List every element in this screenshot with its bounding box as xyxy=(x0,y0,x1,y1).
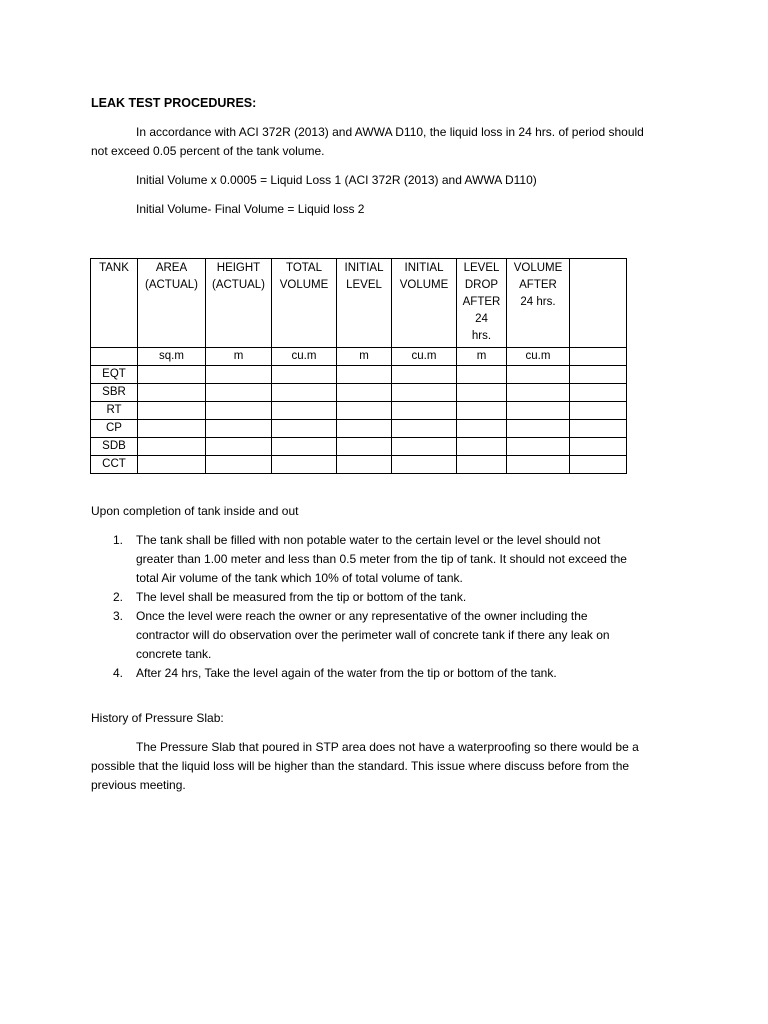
empty-cell xyxy=(570,402,627,420)
list-item-line: concrete tank. xyxy=(136,647,212,661)
empty-cell xyxy=(392,438,457,456)
list-item-line: The level shall be measured from the tip or bottom of the tank. xyxy=(136,590,467,604)
unit-cell: sq.m xyxy=(138,348,206,366)
history-line-3: previous meeting. xyxy=(91,778,186,792)
list-item-line: Once the level were reach the owner or any representative of the owner including the xyxy=(136,609,588,623)
header-label-line: DROP xyxy=(464,279,499,291)
list-item xyxy=(91,531,671,588)
list-number: 3. xyxy=(113,609,124,623)
list-item xyxy=(91,607,671,664)
tank-name-cell: SDB xyxy=(91,438,138,456)
empty-cell xyxy=(507,438,570,456)
unit-cell: cu.m xyxy=(392,348,457,366)
empty-cell xyxy=(138,402,206,420)
header-label-line: hrs. xyxy=(471,330,492,342)
table-row xyxy=(91,438,627,456)
document-title: LEAK TEST PROCEDURES: xyxy=(91,96,257,110)
intro-line-2: not exceed 0.05 percent of the tank volume. xyxy=(91,144,325,158)
empty-cell xyxy=(206,366,272,384)
list-item-line: total Air volume of the tank which 10% of total volume of tank. xyxy=(136,571,463,585)
history-line-1: The Pressure Slab that poured in STP area does not have a waterproofing so there would be a xyxy=(136,740,639,754)
table-header-cell xyxy=(457,259,507,348)
empty-cell xyxy=(272,366,337,384)
list-number: 4. xyxy=(113,666,124,680)
list-item-line: The tank shall be filled with non potable water to the certain level or the level should not xyxy=(136,533,601,547)
header-label-line: LEVEL xyxy=(346,279,382,291)
tank-name-cell: SBR xyxy=(91,384,138,402)
table-header-cell xyxy=(138,259,206,348)
list-number: 1. xyxy=(113,533,124,547)
unit-cell xyxy=(91,348,138,366)
empty-cell xyxy=(337,420,392,438)
header-label-line: VOLUME xyxy=(279,279,329,291)
intro-line-1: In accordance with ACI 372R (2013) and AWWA D110, the liquid loss in 24 hrs. of period should xyxy=(136,125,644,139)
header-label-line: LEVEL xyxy=(463,262,500,274)
header-label-line: VOLUME xyxy=(513,262,563,274)
unit-cell: cu.m xyxy=(272,348,337,366)
empty-cell xyxy=(138,420,206,438)
empty-cell xyxy=(392,456,457,474)
list-item-line: After 24 hrs, Take the level again of the water from the tip or bottom of the tank. xyxy=(136,666,557,680)
empty-cell xyxy=(457,438,507,456)
table-units-row xyxy=(91,348,627,366)
table-header-cell xyxy=(392,259,457,348)
empty-cell xyxy=(337,384,392,402)
empty-cell xyxy=(570,384,627,402)
unit-cell: m xyxy=(457,348,507,366)
empty-cell xyxy=(337,456,392,474)
empty-cell xyxy=(570,420,627,438)
empty-cell xyxy=(507,402,570,420)
table-header-cell xyxy=(206,259,272,348)
unit-cell: cu.m xyxy=(507,348,570,366)
header-label-line: TOTAL xyxy=(286,262,322,274)
empty-cell xyxy=(337,366,392,384)
empty-cell xyxy=(457,384,507,402)
tank-name-cell: EQT xyxy=(91,366,138,384)
list-item xyxy=(91,664,671,683)
header-label-line: AREA xyxy=(155,262,188,274)
header-label-line: 24 hrs. xyxy=(520,296,556,308)
formula-liquid-loss-1: Initial Volume x 0.0005 = Liquid Loss 1 (ACI 372R (2013) and AWWA D110) xyxy=(136,173,537,187)
empty-cell xyxy=(206,402,272,420)
upon-completion-heading: Upon completion of tank inside and out xyxy=(91,504,299,518)
empty-cell xyxy=(392,402,457,420)
table-row xyxy=(91,384,627,402)
empty-cell xyxy=(457,402,507,420)
empty-cell xyxy=(138,366,206,384)
empty-cell xyxy=(392,420,457,438)
empty-cell xyxy=(272,402,337,420)
empty-cell xyxy=(507,366,570,384)
empty-cell xyxy=(392,384,457,402)
empty-cell xyxy=(457,420,507,438)
empty-cell xyxy=(272,420,337,438)
empty-cell xyxy=(570,366,627,384)
header-label-line: HEIGHT xyxy=(216,262,261,274)
header-label-line: AFTER xyxy=(462,296,501,308)
header-label-line: TANK xyxy=(99,262,129,274)
header-label-line: (ACTUAL) xyxy=(211,279,266,291)
empty-cell xyxy=(138,384,206,402)
unit-cell xyxy=(570,348,627,366)
unit-cell: m xyxy=(206,348,272,366)
table-row xyxy=(91,366,627,384)
empty-cell xyxy=(138,438,206,456)
header-label-line: VOLUME xyxy=(399,279,449,291)
tank-name-cell: RT xyxy=(91,402,138,420)
empty-cell xyxy=(272,438,337,456)
table-header-cell xyxy=(91,259,138,348)
tank-name-cell: CP xyxy=(91,420,138,438)
empty-cell xyxy=(272,384,337,402)
empty-cell xyxy=(337,402,392,420)
empty-cell xyxy=(206,420,272,438)
empty-cell xyxy=(457,366,507,384)
table-header-cell xyxy=(272,259,337,348)
header-label-line: INITIAL xyxy=(344,262,384,274)
table-header-row xyxy=(91,259,627,348)
empty-cell xyxy=(507,384,570,402)
table-header-cell xyxy=(507,259,570,348)
empty-cell xyxy=(138,456,206,474)
header-label-line: (ACTUAL) xyxy=(144,279,199,291)
history-line-2: possible that the liquid loss will be higher than the standard. This issue where discuss before from the xyxy=(91,759,630,773)
empty-cell xyxy=(392,366,457,384)
empty-cell xyxy=(570,438,627,456)
table-header-cell xyxy=(337,259,392,348)
empty-cell xyxy=(206,456,272,474)
leak-test-table xyxy=(90,258,627,474)
tank-name-cell: CCT xyxy=(91,456,138,474)
header-label-line: INITIAL xyxy=(404,262,444,274)
unit-cell: m xyxy=(337,348,392,366)
empty-cell xyxy=(457,456,507,474)
empty-cell xyxy=(337,438,392,456)
table-header-cell xyxy=(570,259,627,348)
empty-cell xyxy=(570,456,627,474)
header-label-line: AFTER xyxy=(519,279,557,291)
list-number: 2. xyxy=(113,590,124,604)
empty-cell xyxy=(206,384,272,402)
empty-cell xyxy=(507,456,570,474)
empty-cell xyxy=(272,456,337,474)
history-heading: History of Pressure Slab: xyxy=(91,711,224,725)
list-item xyxy=(91,588,671,607)
formula-liquid-loss-2: Initial Volume- Final Volume = Liquid loss 2 xyxy=(136,202,365,216)
procedure-list xyxy=(91,531,671,683)
list-item-line: greater than 1.00 meter and less than 0.5 meter from the tip of tank. It should not exceed the xyxy=(136,552,627,566)
table-row xyxy=(91,456,627,474)
empty-cell xyxy=(206,438,272,456)
table-row xyxy=(91,402,627,420)
header-label-line: 24 xyxy=(475,313,488,325)
empty-cell xyxy=(507,420,570,438)
table-row xyxy=(91,420,627,438)
list-item-line: contractor will do observation over the perimeter wall of concrete tank if there any leak on xyxy=(136,628,610,642)
